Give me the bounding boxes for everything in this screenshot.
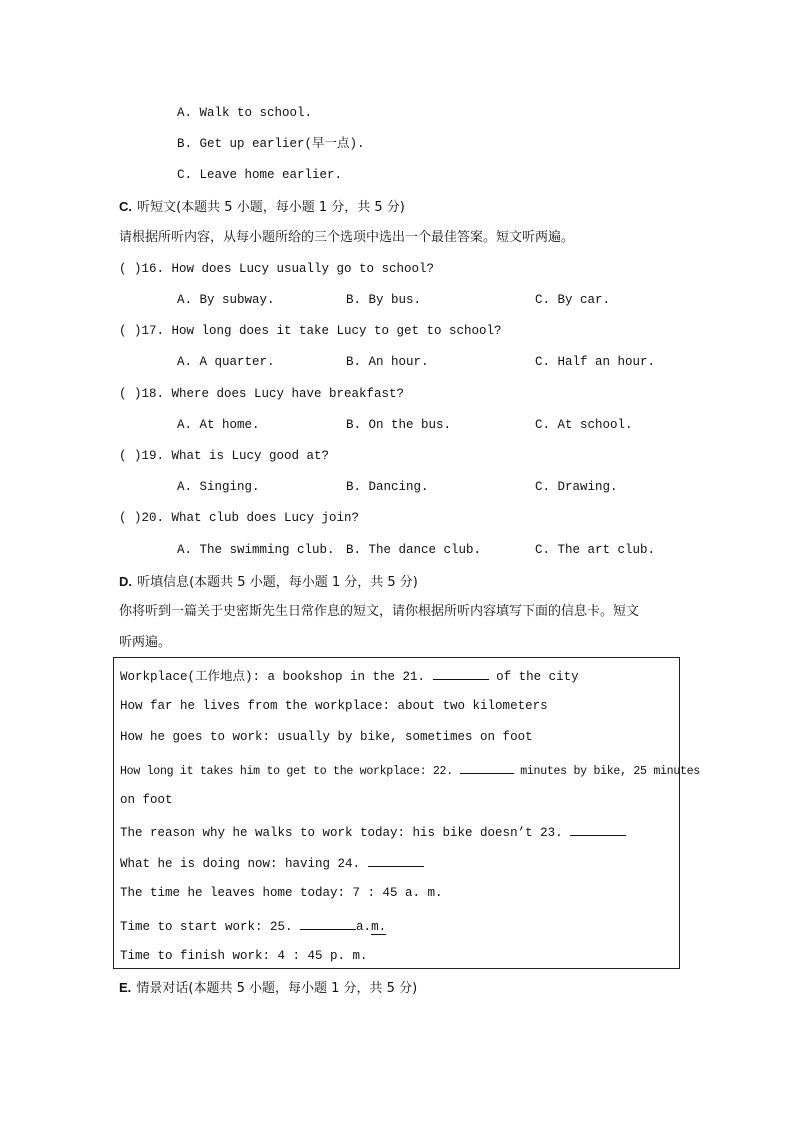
section-c-title: 听短文(本题共 5 小题，每小题 1 分，共 5 分): [137, 200, 405, 215]
option-c: C. Half an hour.: [535, 355, 656, 369]
option-c: C. Drawing.: [535, 480, 618, 494]
prev-option-b: B. Get up earlier(早一点).: [177, 137, 365, 151]
section-d-letter: D.: [119, 574, 132, 589]
option-b: B. On the bus.: [346, 418, 452, 432]
option-a: A. A quarter.: [177, 355, 275, 369]
option-b: B. The dance club.: [346, 543, 482, 557]
blank-21[interactable]: [433, 667, 489, 680]
question-stem: ( )19. What is Lucy good at?: [119, 449, 330, 463]
question-stem: ( )18. Where does Lucy have breakfast?: [119, 387, 405, 401]
blank-22[interactable]: [460, 761, 514, 774]
option-c: C. By car.: [535, 293, 611, 307]
option-a: A. By subway.: [177, 293, 275, 307]
card-leave-time: The time he leaves home today: 7 : 45 a. m.: [120, 886, 443, 900]
option-a: A. The swimming club.: [177, 543, 335, 557]
card-time: [120, 761, 700, 780]
option-b: B. Dancing.: [346, 480, 429, 494]
option-a: A. At home.: [177, 418, 260, 432]
blank-25[interactable]: [300, 917, 356, 930]
card-doing: [120, 854, 424, 872]
section-c-instruction: 请根据所听内容，从每小题所给的三个选项中选出一个最佳答案。短文听两遍。: [119, 230, 575, 245]
prev-option-c: C. Leave home earlier.: [177, 168, 343, 182]
option-c: C. At school.: [535, 418, 633, 432]
card-time-continued: on foot: [120, 793, 173, 807]
workplace-label: Workplace(工作地点): a bookshop in the 21.: [120, 670, 426, 684]
start-am-m: m.: [371, 920, 387, 934]
card-start-time: [120, 917, 386, 935]
section-d-heading: [119, 573, 418, 591]
section-e-title: 情景对话(本题共 5 小题，每小题 1 分，共 5 分): [136, 981, 418, 996]
card-reason: [120, 823, 626, 841]
question-stem: ( )16. How does Lucy usually go to school?: [119, 262, 435, 276]
question-stem: ( )20. What club does Lucy join?: [119, 511, 360, 525]
card-workplace: [120, 667, 579, 685]
option-b: B. An hour.: [346, 355, 429, 369]
card-finish-time: Time to finish work: 4 : 45 p. m.: [120, 949, 368, 963]
option-c: C. The art club.: [535, 543, 656, 557]
card-transport: How he goes to work: usually by bike, sometimes on foot: [120, 730, 533, 744]
start-am-a: a.: [356, 920, 372, 934]
doing-label: What he is doing now: having 24.: [120, 857, 361, 871]
reason-label: The reason why he walks to work today: his bike doesn’t 23.: [120, 826, 563, 840]
section-c-letter: C.: [119, 199, 132, 214]
section-d-title: 听填信息(本题共 5 小题，每小题 1 分，共 5 分): [137, 575, 418, 590]
workplace-suffix: of the city: [496, 670, 579, 684]
section-d-instruction-line2: 听两遍。: [119, 635, 172, 650]
start-label: Time to start work: 25.: [120, 920, 293, 934]
blank-24[interactable]: [368, 854, 424, 867]
section-e-letter: E.: [119, 980, 132, 995]
prev-option-a: A. Walk to school.: [177, 106, 313, 120]
blank-23[interactable]: [570, 823, 626, 836]
question-stem: ( )17. How long does it take Lucy to get to school?: [119, 324, 502, 338]
section-e-heading: [119, 979, 417, 997]
section-d-instruction-line1: 你将听到一篇关于史密斯先生日常作息的短文，请你根据所听内容填写下面的信息卡。短文: [119, 604, 640, 619]
time-label: How long it takes him to get to the workplace: 22.: [120, 765, 453, 778]
option-b: B. By bus.: [346, 293, 422, 307]
section-c-heading: [119, 198, 405, 216]
option-a: A. Singing.: [177, 480, 260, 494]
card-distance: How far he lives from the workplace: about two kilometers: [120, 699, 548, 713]
time-suffix: minutes by bike, 25 minutes: [520, 765, 700, 778]
